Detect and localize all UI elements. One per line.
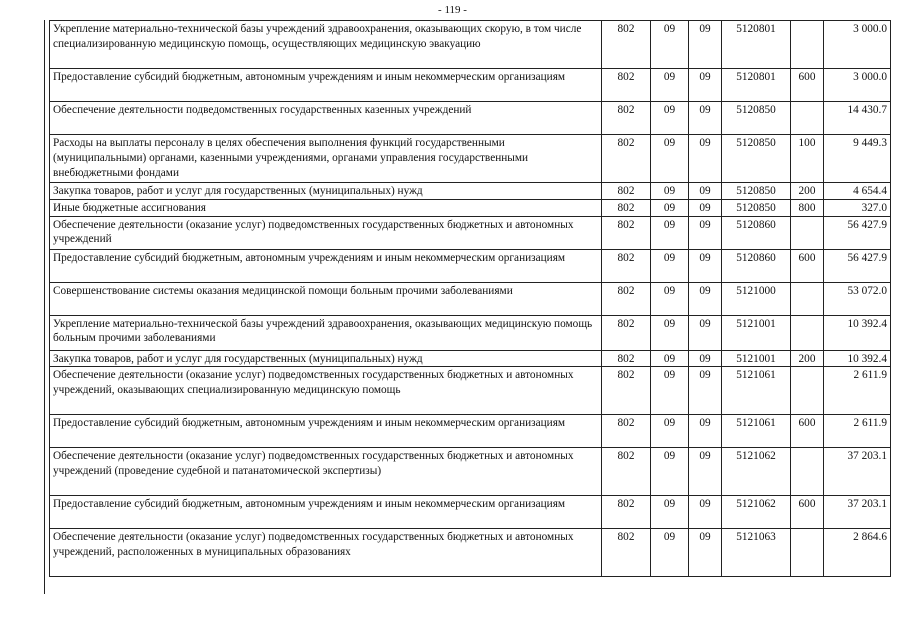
section-code: 09 <box>651 69 689 102</box>
section-code: 09 <box>651 249 689 282</box>
target-code: 5121061 <box>722 415 791 448</box>
item-name: Обеспечение деятельности (оказание услуг) подведомственных государственных бюджетных и автономных учреждений, расположенных в муниципальных образованиях <box>50 529 602 577</box>
amount: 56 427.9 <box>824 216 891 249</box>
ministry-code: 802 <box>602 448 651 496</box>
table-row <box>50 102 891 135</box>
ministry-code: 802 <box>602 415 651 448</box>
amount: 56 427.9 <box>824 249 891 282</box>
expense-type-code: 200 <box>791 183 824 200</box>
item-name: Предоставление субсидий бюджетным, автономным учреждениям и иным некоммерческим организациям <box>50 249 602 282</box>
section-code: 09 <box>651 529 689 577</box>
target-code: 5120850 <box>722 183 791 200</box>
page-number: - 119 - <box>438 4 467 16</box>
target-code: 5121061 <box>722 367 791 415</box>
item-name: Обеспечение деятельности (оказание услуг) подведомственных государственных бюджетных и автономных учреждений, оказывающих специализированную медицинскую помощь <box>50 367 602 415</box>
item-name: Обеспечение деятельности (оказание услуг) подведомственных государственных бюджетных и автономных учреждений <box>50 216 602 249</box>
amount: 14 430.7 <box>824 102 891 135</box>
expense-type-code <box>791 448 824 496</box>
ministry-code: 802 <box>602 350 651 367</box>
target-code: 5120850 <box>722 199 791 216</box>
subsection-code: 09 <box>689 21 722 69</box>
table-row <box>50 199 891 216</box>
ministry-code: 802 <box>602 315 651 350</box>
ministry-code: 802 <box>602 183 651 200</box>
target-code: 5121062 <box>722 496 791 529</box>
table-row <box>50 249 891 282</box>
section-code: 09 <box>651 199 689 216</box>
amount: 327.0 <box>824 199 891 216</box>
target-code: 5120850 <box>722 102 791 135</box>
section-code: 09 <box>651 183 689 200</box>
item-name: Предоставление субсидий бюджетным, автономным учреждениям и иным некоммерческим организациям <box>50 415 602 448</box>
table-row <box>50 216 891 249</box>
subsection-code: 09 <box>689 315 722 350</box>
section-code: 09 <box>651 135 689 183</box>
section-code: 09 <box>651 415 689 448</box>
target-code: 5121062 <box>722 448 791 496</box>
table-row <box>50 282 891 315</box>
section-code: 09 <box>651 448 689 496</box>
target-code: 5120850 <box>722 135 791 183</box>
table-row <box>50 496 891 529</box>
target-code: 5121001 <box>722 315 791 350</box>
amount: 37 203.1 <box>824 448 891 496</box>
target-code: 5121063 <box>722 529 791 577</box>
expense-type-code <box>791 315 824 350</box>
ministry-code: 802 <box>602 496 651 529</box>
target-code: 5121000 <box>722 282 791 315</box>
expense-type-code: 800 <box>791 199 824 216</box>
section-code: 09 <box>651 315 689 350</box>
subsection-code: 09 <box>689 367 722 415</box>
section-code: 09 <box>651 350 689 367</box>
subsection-code: 09 <box>689 102 722 135</box>
item-name: Укрепление материально-технической базы учреждений здравоохранения, оказывающих медицинскую помощь больным прочими заболеваниями <box>50 315 602 350</box>
section-code: 09 <box>651 282 689 315</box>
subsection-code: 09 <box>689 249 722 282</box>
subsection-code: 09 <box>689 350 722 367</box>
target-code: 5120801 <box>722 21 791 69</box>
amount: 3 000.0 <box>824 21 891 69</box>
section-code: 09 <box>651 216 689 249</box>
subsection-code: 09 <box>689 183 722 200</box>
ministry-code: 802 <box>602 216 651 249</box>
amount: 4 654.4 <box>824 183 891 200</box>
section-code: 09 <box>651 367 689 415</box>
subsection-code: 09 <box>689 69 722 102</box>
amount: 2 864.6 <box>824 529 891 577</box>
expense-type-code <box>791 21 824 69</box>
expense-type-code: 200 <box>791 350 824 367</box>
subsection-code: 09 <box>689 199 722 216</box>
subsection-code: 09 <box>689 496 722 529</box>
item-name: Закупка товаров, работ и услуг для государственных (муниципальных) нужд <box>50 350 602 367</box>
item-name: Закупка товаров, работ и услуг для государственных (муниципальных) нужд <box>50 183 602 200</box>
item-name: Иные бюджетные ассигнования <box>50 199 602 216</box>
expense-type-code <box>791 216 824 249</box>
expense-type-code: 100 <box>791 135 824 183</box>
table-row <box>50 529 891 577</box>
target-code: 5121001 <box>722 350 791 367</box>
expense-type-code <box>791 282 824 315</box>
ministry-code: 802 <box>602 367 651 415</box>
expense-type-code <box>791 529 824 577</box>
item-name: Укрепление материально-технической базы учреждений здравоохранения, оказывающих скорую, в том числе специализированную медицинскую помощь, осуществляющих медицинскую эвакуацию <box>50 21 602 69</box>
section-code: 09 <box>651 21 689 69</box>
table-row <box>50 135 891 183</box>
left-margin-rule <box>44 20 45 594</box>
amount: 2 611.9 <box>824 367 891 415</box>
ministry-code: 802 <box>602 199 651 216</box>
table-row <box>50 183 891 200</box>
target-code: 5120860 <box>722 216 791 249</box>
table-row <box>50 415 891 448</box>
ministry-code: 802 <box>602 135 651 183</box>
item-name: Обеспечение деятельности (оказание услуг) подведомственных государственных бюджетных и автономных учреждений (проведение судебной и патанатомической экспертизы) <box>50 448 602 496</box>
ministry-code: 802 <box>602 21 651 69</box>
section-code: 09 <box>651 496 689 529</box>
ministry-code: 802 <box>602 69 651 102</box>
expense-type-code: 600 <box>791 496 824 529</box>
expense-type-code: 600 <box>791 415 824 448</box>
table-row <box>50 21 891 69</box>
ministry-code: 802 <box>602 282 651 315</box>
expense-type-code <box>791 102 824 135</box>
ministry-code: 802 <box>602 102 651 135</box>
amount: 37 203.1 <box>824 496 891 529</box>
expense-type-code: 600 <box>791 249 824 282</box>
table-row <box>50 315 891 350</box>
ministry-code: 802 <box>602 529 651 577</box>
section-code: 09 <box>651 102 689 135</box>
amount: 9 449.3 <box>824 135 891 183</box>
ministry-code: 802 <box>602 249 651 282</box>
expense-type-code <box>791 367 824 415</box>
item-name: Расходы на выплаты персоналу в целях обеспечения выполнения функций государственными (муниципальными) органами, казенными учреждениями, органами управления государственными внебюджетными фондами <box>50 135 602 183</box>
item-name: Предоставление субсидий бюджетным, автономным учреждениям и иным некоммерческим организациям <box>50 496 602 529</box>
table-row <box>50 69 891 102</box>
item-name: Совершенствование системы оказания медицинской помощи больным прочими заболеваниями <box>50 282 602 315</box>
amount: 2 611.9 <box>824 415 891 448</box>
amount: 53 072.0 <box>824 282 891 315</box>
target-code: 5120860 <box>722 249 791 282</box>
target-code: 5120801 <box>722 69 791 102</box>
subsection-code: 09 <box>689 448 722 496</box>
expense-type-code: 600 <box>791 69 824 102</box>
subsection-code: 09 <box>689 415 722 448</box>
budget-table <box>49 20 891 577</box>
amount: 10 392.4 <box>824 315 891 350</box>
subsection-code: 09 <box>689 216 722 249</box>
subsection-code: 09 <box>689 282 722 315</box>
table-row <box>50 367 891 415</box>
item-name: Предоставление субсидий бюджетным, автономным учреждениям и иным некоммерческим организациям <box>50 69 602 102</box>
amount: 3 000.0 <box>824 69 891 102</box>
table-row <box>50 350 891 367</box>
subsection-code: 09 <box>689 529 722 577</box>
table-row <box>50 448 891 496</box>
item-name: Обеспечение деятельности подведомственных государственных казенных учреждений <box>50 102 602 135</box>
subsection-code: 09 <box>689 135 722 183</box>
amount: 10 392.4 <box>824 350 891 367</box>
